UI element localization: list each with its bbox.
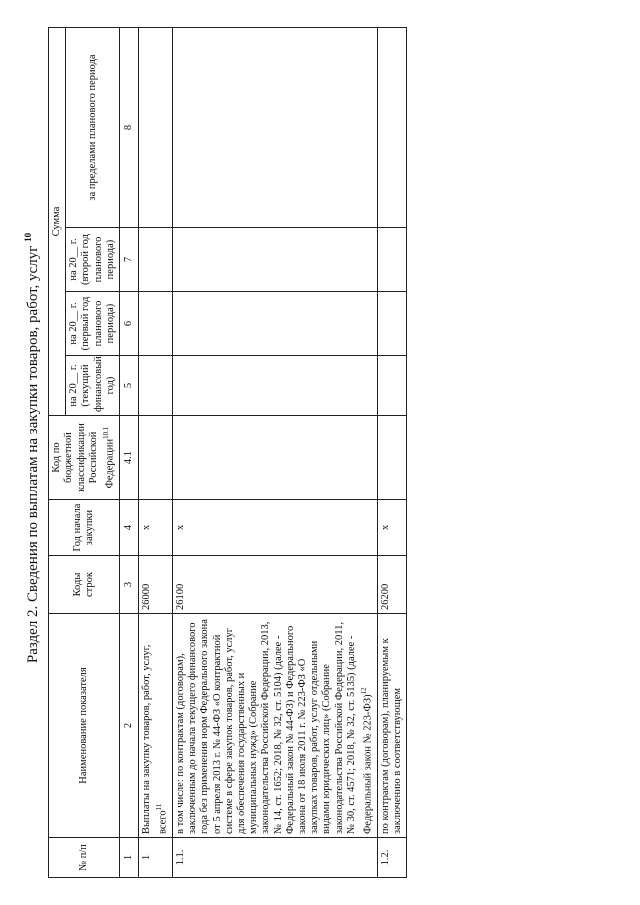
row-cell-6 [172,292,377,356]
row-code: 26000 [139,556,173,614]
header-row-1 [49,27,66,877]
table-row [139,27,173,877]
header-col5: на 20__ г. (текущий финансовый год) [66,356,120,416]
row-name-text: по контрактам (договорам), планируемым к заключению в соответствующем [379,638,403,834]
header-code: Коды строк [49,556,120,614]
row-cell-8 [172,27,377,227]
colnum: 6 [120,292,139,356]
rotated-landscape-content [18,18,618,878]
header-col8: за пределами планового периода [66,27,120,227]
row-footnote: 12 [359,687,368,695]
row-cell-8 [377,27,406,227]
row-cell-kbk [172,416,377,500]
row-cell-7 [139,228,173,292]
section-title-footnote: 10 [23,232,33,242]
colnum: 1 [120,838,139,878]
purchases-table [48,27,407,878]
colnum: 5 [120,356,139,416]
header-kbk [49,416,120,500]
section-title [24,18,42,878]
row-code: 26100 [172,556,377,614]
row-cell-6 [377,292,406,356]
row-code: 26200 [377,556,406,614]
row-name-text: в том числе: по контрактам (договорам), заключенным до начала текущего финансового года без применения норм Федерального закона от 5 апреля 2013 г. № 44-ФЗ «О контрактной системе в сфере закупок товаров, работ, услуг для обеспечения государственных и муниципальных нужд» (Собрание законодательства Российской Федерации, 2013, № 14, ст. 1652; 2018, № 32, ст. 5104) (далее - Федеральный закон № 44-ФЗ) и Федерального закона от 18 июля 2011 г. № 223-ФЗ «О закупках товаров, работ, услуг отдельными видами юридических лиц» (Собрание законодательства Российской Федерации, 2011, № 30, ст. 4571; 2018, № 32, ст. 5135) (далее - Федеральный закон № 223-ФЗ) [174,619,374,834]
header-kbk-text: Код по бюджетной классификации Российской Федерации [51,423,116,492]
header-col7: на 20__ г. (второй год планового периода) [66,228,120,292]
row-number: 1.2. [377,838,406,878]
header-sum: Сумма [49,27,66,415]
row-cell-kbk [139,416,173,500]
header-kbk-footnote: 10.1 [102,426,111,439]
row-number: 1 [139,838,173,878]
row-cell-7 [172,228,377,292]
row-cell-5 [172,356,377,416]
row-cell-6 [139,292,173,356]
row-name [172,614,377,838]
row-year: x [172,500,377,556]
row-year: x [377,500,406,556]
table-row [172,27,377,877]
colnum: 3 [120,556,139,614]
row-cell-7 [377,228,406,292]
row-number: 1.1. [172,838,377,878]
column-numbers-row [120,27,139,877]
row-year: x [139,500,173,556]
row-cell-5 [377,356,406,416]
colnum: 7 [120,228,139,292]
header-col6: на 20__ г. (первый год планового периода) [66,292,120,356]
header-year: Год начала закупки [49,500,120,556]
row-cell-kbk [377,416,406,500]
colnum: 8 [120,27,139,227]
colnum: 4 [120,500,139,556]
section-title-text: Раздел 2. Сведения по выплатам на закупки товаров, работ, услуг [25,245,41,664]
colnum: 4.1 [120,416,139,500]
row-footnote: 11 [155,803,164,811]
row-name [139,614,173,838]
table-row [377,27,406,877]
row-cell-8 [139,27,173,227]
colnum: 2 [120,614,139,838]
row-cell-5 [139,356,173,416]
header-name: Наименование показателя [49,614,120,838]
header-n: № п/п [49,838,120,878]
row-name-text: Выплаты на закупку товаров, работ, услуг, всего [141,644,169,834]
row-name [377,614,406,838]
